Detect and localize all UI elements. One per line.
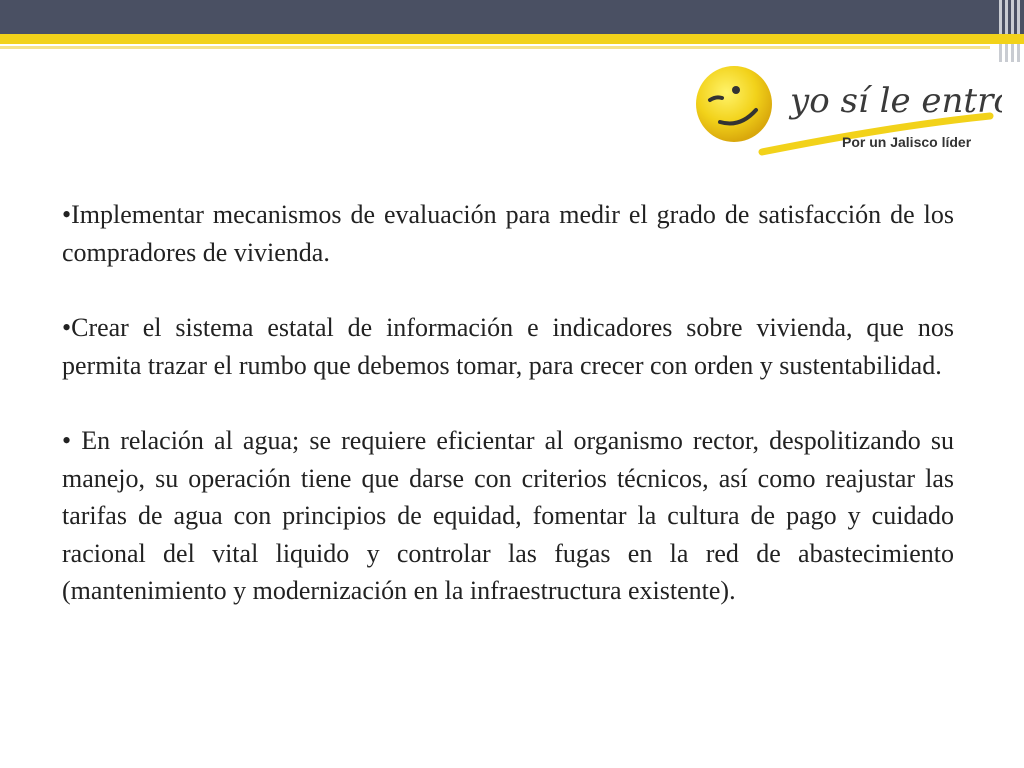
bullet-information-system: •Crear el sistema estatal de información e indicadores sobre vivienda, que nos permita trazar el rumbo que debemos tomar, para crecer con orden y sustentabilidad. — [62, 313, 954, 380]
bullet-water: • En relación al agua; se requiere eficientar al organismo rector, despolitizando su manejo, su operación tiene que darse con criterios técnicos, así como reajustar las tarifas de agua con principios de equidad, fomentar la cultura de pago y cuidado racional del vital liquido y controlar las fugas en la red de abastecimiento (mantenimiento y modernización en la infraestructura existente). — [62, 426, 954, 605]
yellow-accent-line — [0, 34, 1024, 44]
logo-wordmark: yo sí le entro — [790, 81, 1002, 121]
slide-body — [62, 196, 954, 610]
yellow-accent-line-thin — [0, 46, 990, 49]
logo-tagline: Por un Jalisco líder — [842, 134, 972, 150]
top-header-bar — [0, 0, 1024, 34]
bullet-evaluation: •Implementar mecanismos de evaluación para medir el grado de satisfacción de los compradores de vivienda. — [62, 200, 954, 267]
header-decorative-stripes — [988, 0, 1024, 62]
